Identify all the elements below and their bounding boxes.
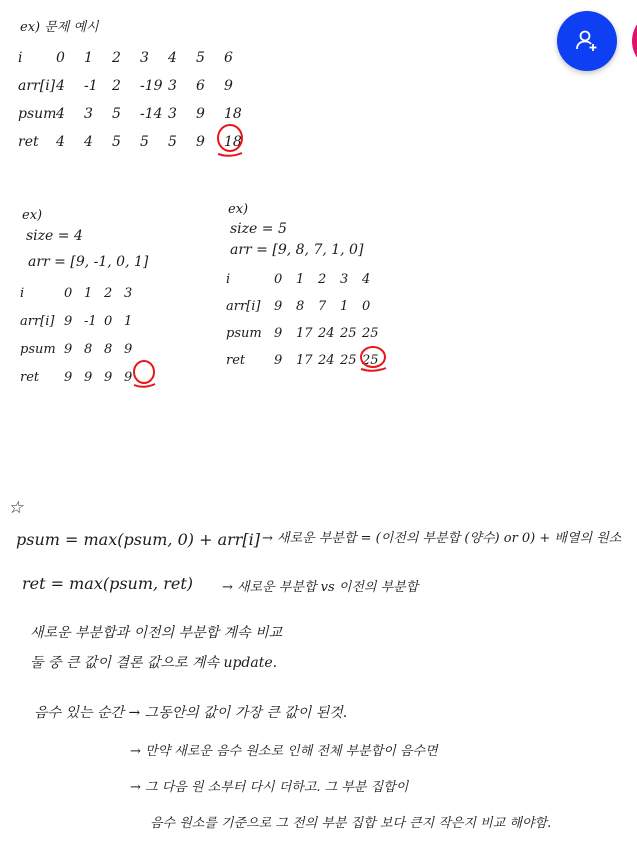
table-cell: 9 [274, 353, 283, 368]
highlight-underline-ex2 [134, 384, 155, 387]
table-cell: -1 [84, 314, 97, 329]
table-cell: 9 [196, 106, 205, 122]
note-line-1: 새로운 부분합과 이전의 부분합 계속 비교 [30, 625, 283, 641]
note-line-5: → 그 다음 원 소부터 다시 더하고. 그 부분 집합이 [130, 780, 409, 795]
example2-title: ex) [22, 208, 43, 223]
row-label: ret [20, 370, 40, 385]
highlight-underline-ex3 [361, 368, 386, 371]
table-cell: 3 [340, 272, 349, 287]
table-cell: 3 [140, 50, 149, 66]
example2-arr: arr = [9, -1, 0, 1] [28, 254, 149, 270]
table-cell: 1 [296, 272, 305, 287]
table-cell: 24 [318, 326, 335, 341]
table-cell: 5 [112, 134, 121, 150]
table-cell: 0 [362, 299, 371, 314]
row-label: psum [18, 106, 57, 122]
table-cell: 5 [112, 106, 121, 122]
table-cell: 25 [340, 326, 357, 341]
row-label: ret [18, 134, 39, 150]
table-cell: 4 [84, 134, 93, 150]
table-cell: 6 [224, 50, 233, 66]
table-cell: -14 [140, 106, 163, 122]
table-cell: 4 [56, 78, 65, 94]
formula-psum: psum = max(psum, 0) + arr[i] [16, 530, 261, 549]
table-cell: 8 [296, 299, 305, 314]
table-cell: 2 [104, 286, 113, 301]
table-cell: 9 [196, 134, 205, 150]
note-line-4: → 만약 새로운 음수 원소로 인해 전체 부분합이 음수면 [130, 744, 438, 759]
table-cell: 17 [296, 326, 313, 341]
note-line-6: 음수 원소를 기준으로 그 전의 부분 집합 보다 큰지 작은지 비교 해야함. [150, 816, 552, 831]
highlight-circle-ex3 [361, 347, 385, 367]
table-cell: 0 [104, 314, 113, 329]
example3-size: size = 5 [230, 221, 287, 237]
table-cell: 9 [84, 370, 93, 385]
table-cell: 9 [104, 370, 113, 385]
formula-psum-note: → 새로운 부분합 = (이전의 부분합 (양수) or 0) + 배열의 원소 [262, 531, 622, 546]
highlight-circle-ex1 [218, 125, 242, 151]
table-cell: 17 [296, 353, 313, 368]
table-cell: 18 [224, 134, 242, 150]
row-label: arr[i] [20, 314, 55, 329]
table-cell: 9 [124, 342, 133, 357]
table-cell: 6 [196, 78, 205, 94]
row-label: i [18, 50, 23, 66]
example3-title: ex) [228, 202, 249, 217]
table-cell: 9 [124, 370, 133, 385]
table-cell: 3 [124, 286, 133, 301]
table-cell: 9 [64, 314, 73, 329]
highlight-underline-ex1 [218, 153, 242, 156]
example3-arr: arr = [9, 8, 7, 1, 0] [230, 242, 364, 258]
table-cell: 2 [112, 78, 121, 94]
example2-size: size = 4 [26, 228, 83, 244]
table-cell: 24 [318, 353, 335, 368]
table-cell: 18 [224, 106, 242, 122]
table-cell: 7 [318, 299, 327, 314]
table-cell: 5 [140, 134, 149, 150]
table-cell: -19 [140, 78, 163, 94]
table-cell: 5 [168, 134, 177, 150]
table-cell: 4 [56, 134, 65, 150]
table-cell: 9 [64, 370, 73, 385]
table-cell: 9 [274, 326, 283, 341]
example1-title: ex) 문제 예시 [20, 20, 99, 35]
table-cell: 2 [112, 50, 121, 66]
row-label: arr[i] [18, 78, 56, 94]
table-cell: 4 [56, 106, 65, 122]
table-cell: 1 [84, 50, 93, 66]
star-icon: ☆ [8, 498, 24, 518]
table-cell: 25 [362, 353, 379, 368]
row-label: arr[i] [226, 299, 261, 314]
row-label: i [226, 272, 231, 287]
add-person-icon [574, 28, 600, 54]
table-cell: 1 [340, 299, 349, 314]
row-label: ret [226, 353, 246, 368]
table-cell: 9 [64, 342, 73, 357]
table-cell: 2 [318, 272, 327, 287]
note-line-2: 둘 중 큰 값이 결론 값으로 계속 update. [30, 655, 278, 671]
table-cell: 1 [124, 314, 133, 329]
table-cell: 3 [168, 106, 177, 122]
row-label: psum [226, 326, 262, 341]
table-cell: 9 [224, 78, 233, 94]
table-cell: 3 [84, 106, 93, 122]
table-cell: 3 [168, 78, 177, 94]
table-cell: 8 [104, 342, 113, 357]
table-cell: 8 [84, 342, 93, 357]
formula-ret-note: → 새로운 부분합 vs 이전의 부분합 [222, 580, 419, 595]
table-cell: 1 [84, 286, 93, 301]
table-cell: 0 [274, 272, 283, 287]
table-cell: 25 [362, 326, 379, 341]
formula-ret: ret = max(psum, ret) [22, 574, 193, 593]
table-cell: -1 [84, 78, 98, 94]
table-cell: 5 [196, 50, 205, 66]
add-participant-button[interactable] [557, 11, 617, 71]
table-cell: 25 [340, 353, 357, 368]
table-cell: 0 [64, 286, 73, 301]
note-line-3: 음수 있는 순간 → 그동안의 값이 가장 큰 값이 된것. [34, 705, 348, 721]
row-label: psum [20, 342, 56, 357]
table-cell: 0 [56, 50, 65, 66]
highlight-circle-ex2 [134, 361, 154, 383]
row-label: i [20, 286, 25, 301]
table-cell: 4 [362, 272, 371, 287]
table-cell: 4 [168, 50, 177, 66]
table-cell: 9 [274, 299, 283, 314]
